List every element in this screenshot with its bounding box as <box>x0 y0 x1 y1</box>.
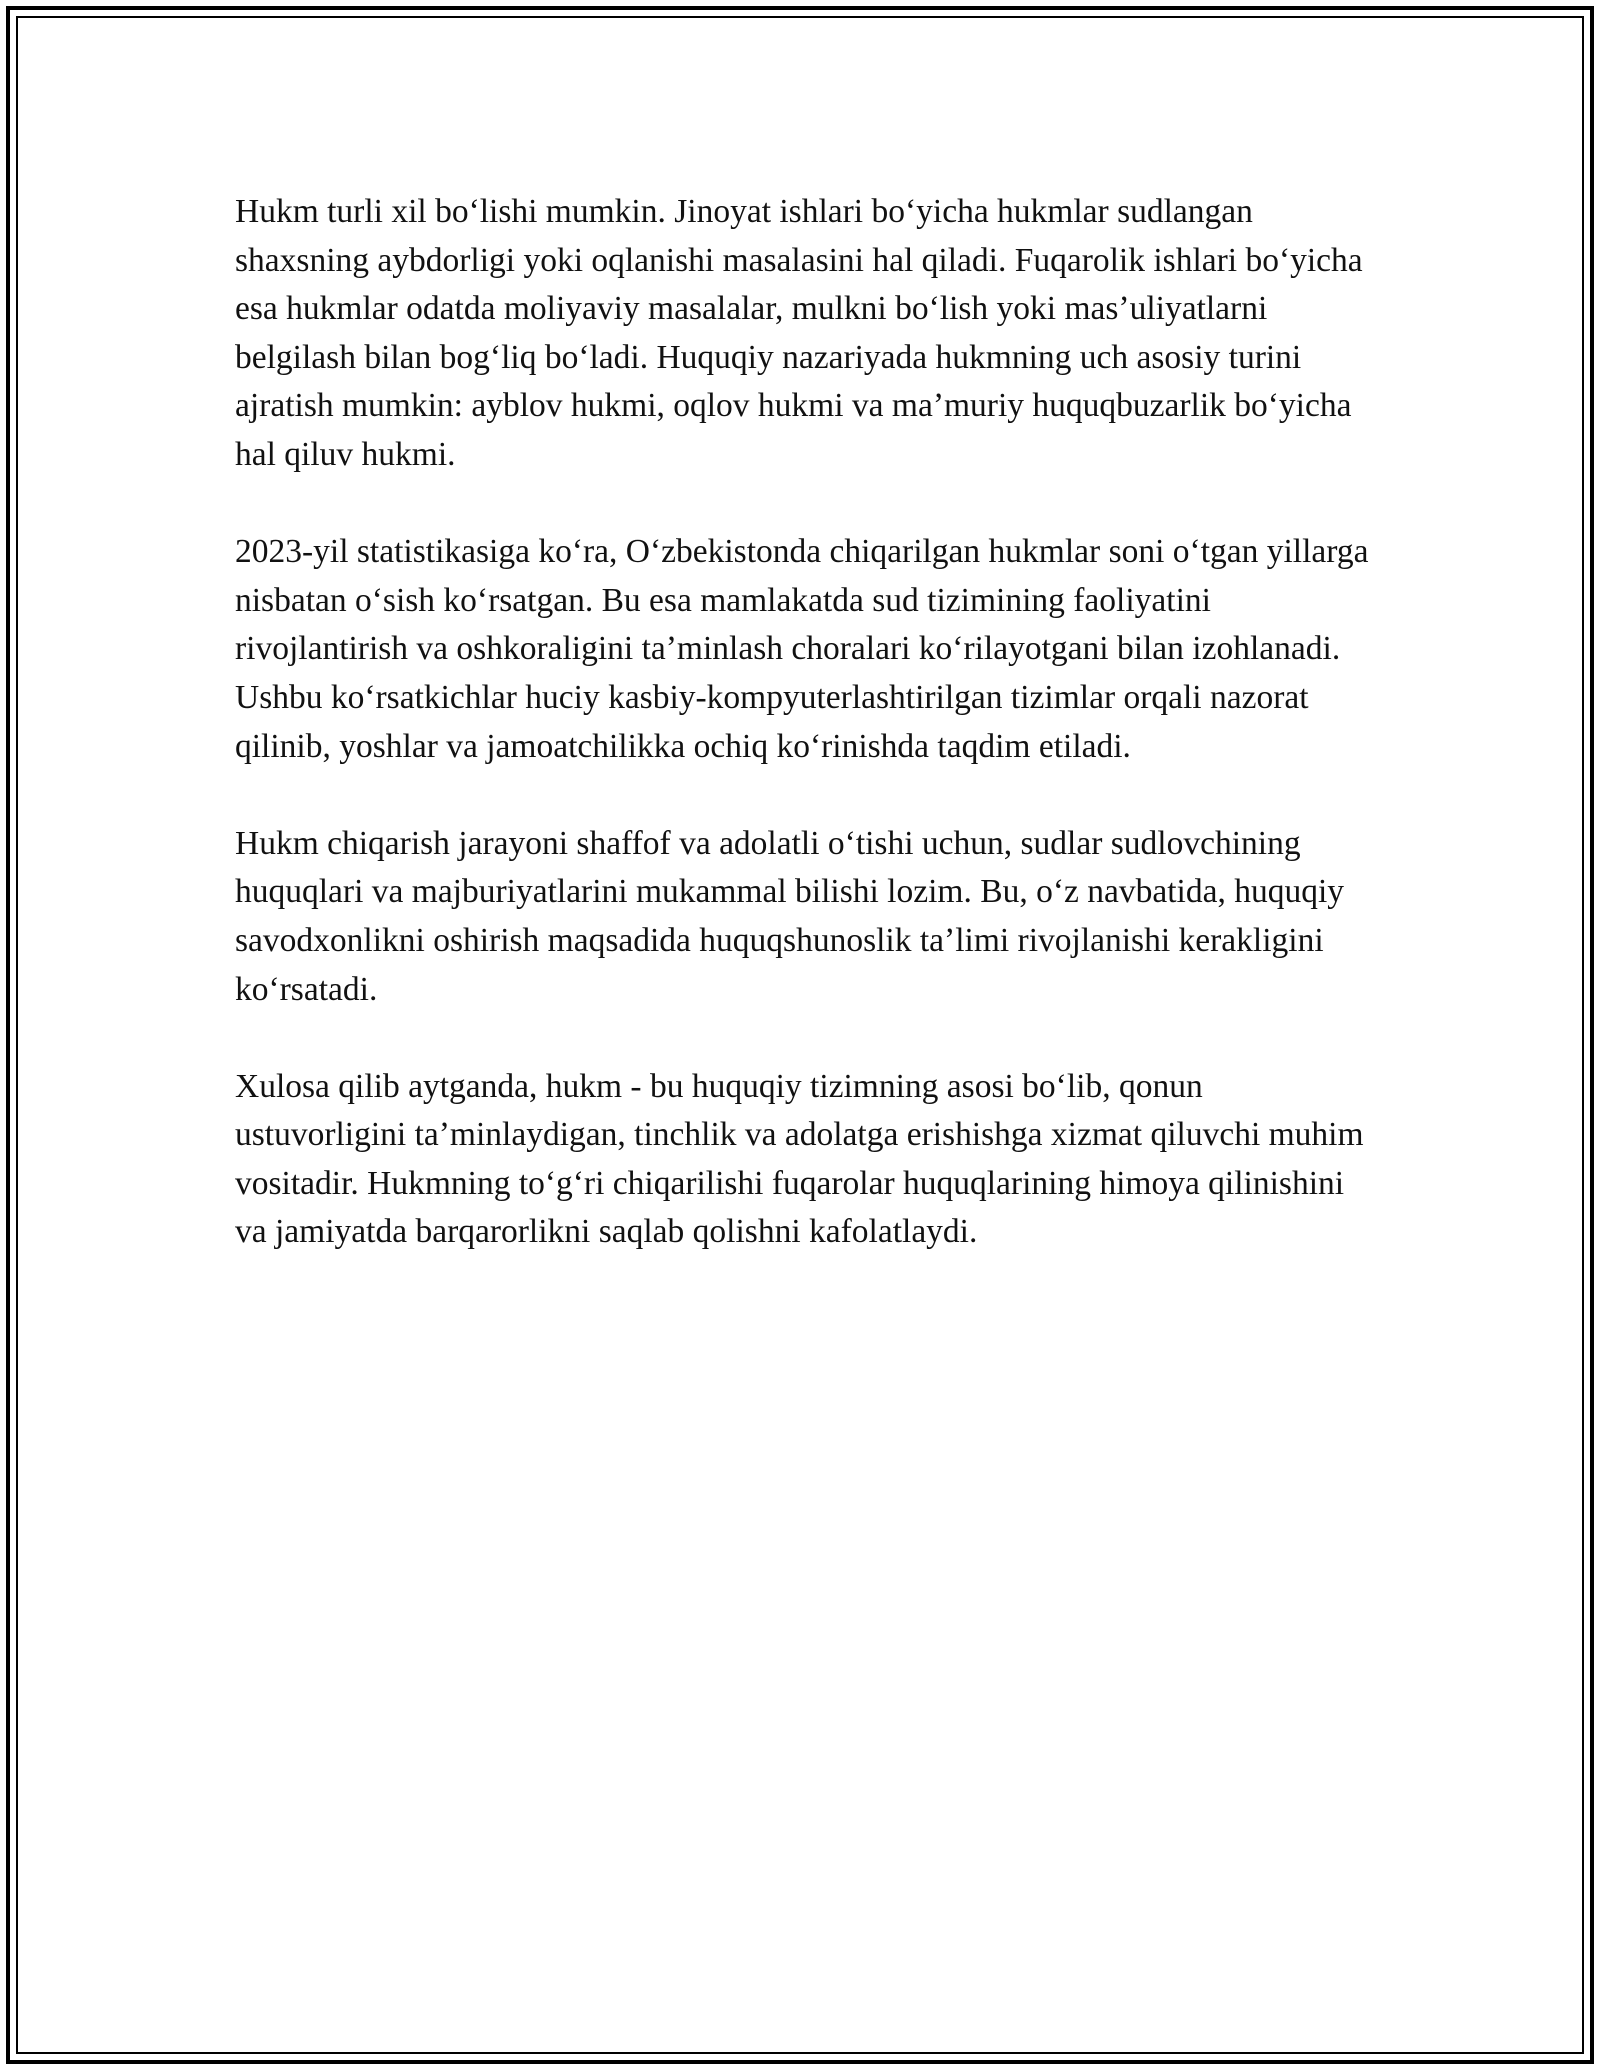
paragraph-1: Hukm turli xil boʻlishi mumkin. Jinoyat ishlari boʻyicha hukmlar sudlangan shaxsning aybdorligi yoki oqlanishi masalasini hal qiladi. Fuqarolik ishlari boʻyicha esa hukmlar odatda moliyaviy masalalar, mulkni boʻlish yoki masʼuliyatlarni belgilash bilan bogʻliq boʻladi. Huquqiy nazariyada hukmning uch asosiy turini ajratish mumkin: ayblov hukmi, oqlov hukmi va maʼmuriy huquqbuzarlik boʻyicha hal qiluv hukmi. <box>235 193 1363 473</box>
paragraph-3: Hukm chiqarish jarayoni shaffof va adolatli oʻtishi uchun, sudlar sudlovchining huquqlari va majburiyatlarini mukammal bilishi lozim. Bu, oʻz navbatida, huquqiy savodxonlikni oshirish maqsadida huquqshunoslik taʼlimi rivojlanishi kerakligini koʻrsatadi. <box>235 824 1345 1008</box>
document-body <box>235 188 1375 1306</box>
paragraph-4: Xulosa qilib aytganda, hukm - bu huquqiy tizimning asosi boʻlib, qonun ustuvorligini taʼminlaydigan, tinchlik va adolatga erishishga xizmat qiluvchi muhim vositadir. Hukmning toʻgʻri chiqarilishi fuqarolar huquqlarining himoya qilinishini va jamiyatda barqarorlikni saqlab qolishni kafolatlaydi. <box>235 1067 1364 1251</box>
paragraph-2: 2023-yil statistikasiga koʻra, Oʻzbekistonda chiqarilgan hukmlar soni oʻtgan yillarga nisbatan oʻsish koʻrsatgan. Bu esa mamlakatda sud tizimining faoliyatini rivojlantirish va oshkoraligini taʼminlash choralari koʻrilayotgani bilan izohlanadi. Ushbu koʻrsatkichlar huciy kasbiy-kompyuterlashtirilgan tizimlar orqali nazorat qilinib, yoshlar va jamoatchilikka ochiq koʻrinishda taqdim etiladi. <box>235 533 1369 765</box>
